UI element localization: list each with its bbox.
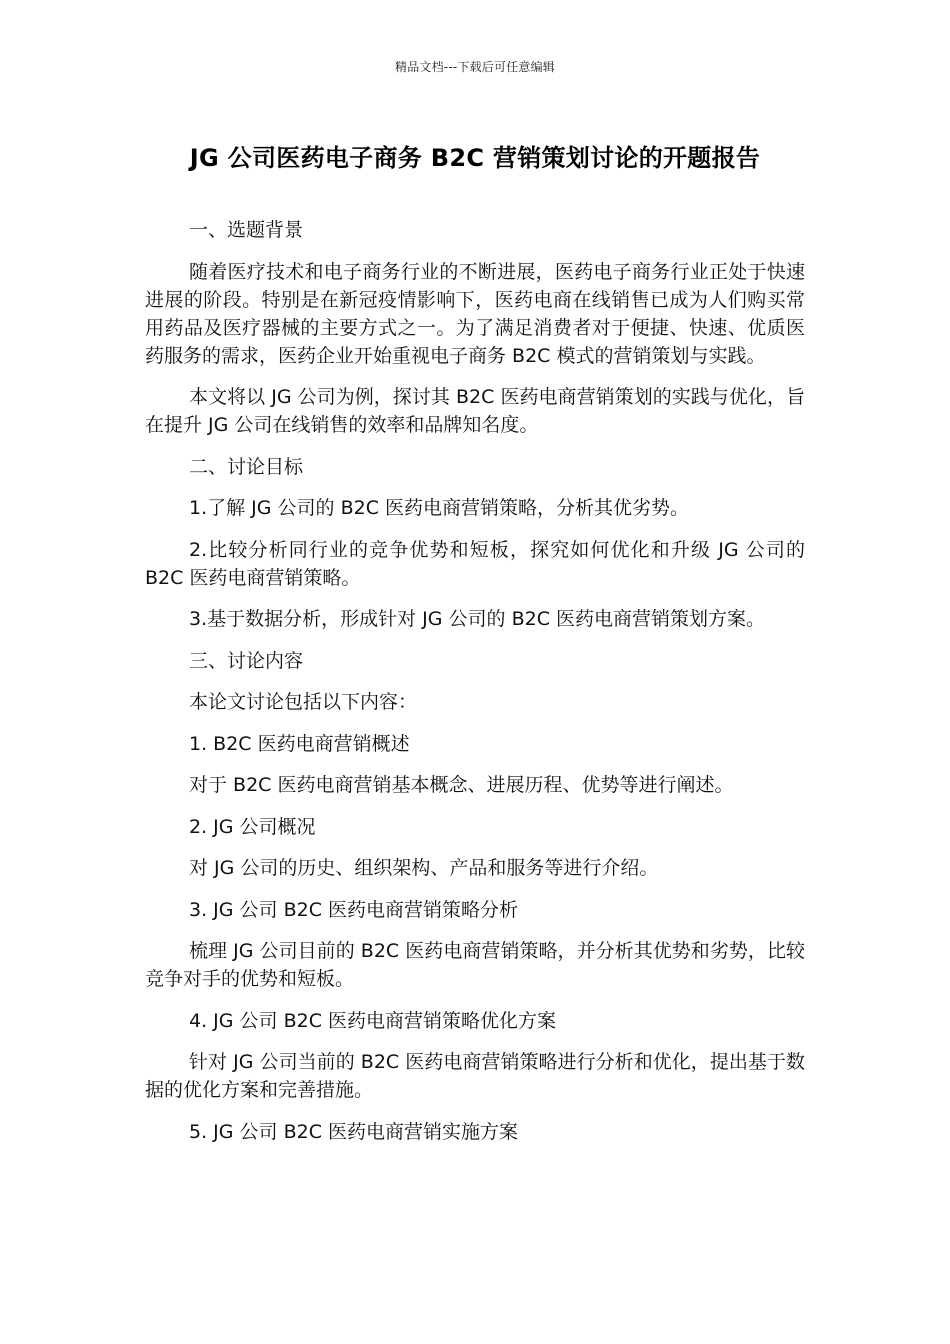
content-item-1-heading: 1. B2C 医药电商营销概述 (189, 732, 410, 755)
document-title: JG 公司医药电子商务 B2C 营销策划讨论的开题报告 (189, 144, 761, 172)
content-intro: 本论文讨论包括以下内容： (189, 691, 418, 713)
content-item-4-text: 针对 JG 公司当前的 B2C 医药电商营销策略进行分析和优化，提出基于数据的优化方案和完善措施。 (145, 1051, 805, 1101)
goal-item-1: 1.了解 JG 公司的 B2C 医药电商营销策略，分析其优劣势。 (189, 497, 690, 519)
content-item-2-heading: 2. JG 公司概况 (189, 815, 316, 838)
page-header-note: 精品文档---下载后可任意编辑 (395, 60, 555, 74)
paragraph-background: 随着医疗技术和电子商务行业的不断进展，医药电子商务行业正处于快速进展的阶段。特别是在新冠疫情影响下，医药电商在线销售已成为人们购买常用药品及医疗器械的主要方式之一。为了满足消费者对于便捷、快速、优质医药服务的需求，医药企业开始重视电子商务 B2C 模式的营销策划与实践。 (145, 260, 805, 367)
content-item-3-heading: 3. JG 公司 B2C 医药电商营销策略分析 (189, 898, 519, 921)
content-item-4-heading: 4. JG 公司 B2C 医药电商营销策略优化方案 (189, 1009, 557, 1032)
section-heading-content: 三、讨论内容 (189, 649, 304, 672)
content-item-3-text: 梳理 JG 公司目前的 B2C 医药电商营销策略，并分析其优势和劣势，比较竞争对手的优势和短板。 (145, 940, 805, 990)
section-heading-goals: 二、讨论目标 (189, 455, 304, 478)
content-item-1-text: 对于 B2C 医药电商营销基本概念、进展历程、优势等进行阐述。 (189, 774, 734, 796)
paragraph-purpose: 本文将以 JG 公司为例，探讨其 B2C 医药电商营销策划的实践与优化，旨在提升 JG 公司在线销售的效率和品牌知名度。 (145, 386, 805, 436)
goal-item-3: 3.基于数据分析，形成针对 JG 公司的 B2C 医药电商营销策划方案。 (189, 608, 766, 630)
section-heading-background: 一、选题背景 (189, 219, 304, 241)
content-item-5-heading: 5. JG 公司 B2C 医药电商营销实施方案 (189, 1120, 519, 1143)
document-body (145, 216, 805, 1159)
goal-item-2: 2.比较分析同行业的竞争优势和短板，探究如何优化和升级 JG 公司的 B2C 医药电商营销策略。 (145, 538, 805, 589)
content-item-2-text: 对 JG 公司的历史、组织架构、产品和服务等进行介绍。 (189, 857, 659, 879)
